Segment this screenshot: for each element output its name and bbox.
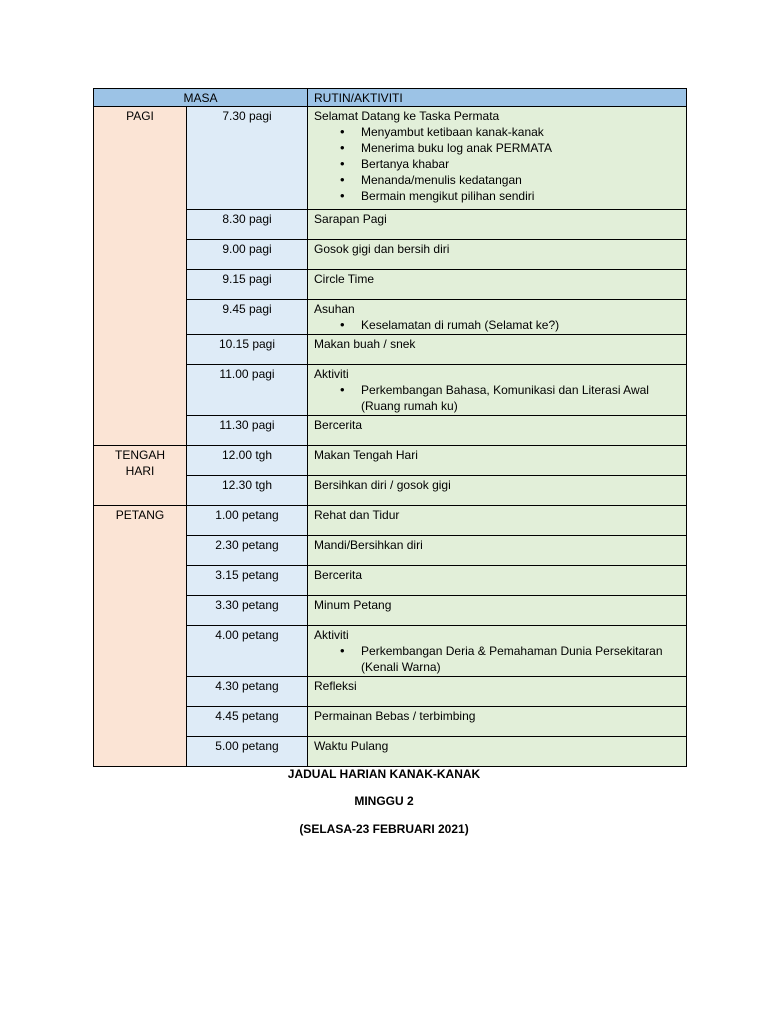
activity-cell: Waktu Pulang [308, 737, 687, 767]
activity-cell: Bersihkan diri / gosok gigi [308, 476, 687, 506]
period-label: PETANG [115, 508, 165, 522]
activity-text: Aktiviti [314, 628, 349, 642]
time-cell: 4.00 petang [187, 626, 308, 677]
header-rutin-aktiviti: RUTIN/AKTIVITI [308, 89, 687, 107]
period-pagi [94, 107, 187, 446]
list-item: • Menyambut ketibaan kanak-kanak [361, 124, 680, 140]
caption-date: (SELASA-23 FEBRUARI 2021) [299, 822, 469, 836]
activity-cell [308, 107, 687, 210]
list-item: • Menerima buku log anak PERMATA [361, 140, 680, 156]
time-cell: 2.30 petang [187, 536, 308, 566]
time-cell: 9.15 pagi [187, 270, 308, 300]
activity-cell [308, 626, 687, 677]
bullet-list [314, 124, 680, 204]
caption-title: JADUAL HARIAN KANAK-KANAK [287, 767, 481, 781]
activity-text: Aktiviti [314, 367, 349, 381]
period-petang [94, 506, 187, 767]
table-row [94, 107, 687, 210]
time-cell: 12.30 tgh [187, 476, 308, 506]
time-cell: 5.00 petang [187, 737, 308, 767]
activity-cell: Minum Petang [308, 596, 687, 626]
table-row [94, 506, 687, 536]
activity-cell: Makan Tengah Hari [308, 446, 687, 476]
time-cell: 3.30 petang [187, 596, 308, 626]
time-cell: 11.00 pagi [187, 365, 308, 416]
time-cell: 1.00 petang [187, 506, 308, 536]
time-cell: 10.15 pagi [187, 335, 308, 365]
time-cell: 4.45 petang [187, 707, 308, 737]
activity-cell [308, 300, 687, 335]
schedule-table [93, 88, 687, 767]
time-cell: 8.30 pagi [187, 210, 308, 240]
activity-text: Asuhan [314, 302, 355, 316]
time-cell: 7.30 pagi [187, 107, 308, 210]
time-cell: 3.15 petang [187, 566, 308, 596]
list-item: • Perkembangan Deria & Pemahaman Dunia Persekitaran (Kenali Warna) [361, 643, 680, 675]
caption-week: MINGGU 2 [354, 794, 414, 808]
header-row [94, 89, 687, 107]
activity-cell: Sarapan Pagi [308, 210, 687, 240]
time-cell: 4.30 petang [187, 677, 308, 707]
activity-cell: Circle Time [308, 270, 687, 300]
period-label-line2: HARI [125, 464, 155, 478]
activity-cell: Refleksi [308, 677, 687, 707]
activity-cell: Gosok gigi dan bersih diri [308, 240, 687, 270]
period-label: PAGI [126, 109, 154, 123]
time-cell: 12.00 tgh [187, 446, 308, 476]
activity-cell: Permainan Bebas / terbimbing [308, 707, 687, 737]
activity-cell: Mandi/Bersihkan diri [308, 536, 687, 566]
activity-cell: Rehat dan Tidur [308, 506, 687, 536]
header-masa: MASA [94, 89, 308, 107]
activity-cell: Bercerita [308, 416, 687, 446]
period-tengah-hari [94, 446, 187, 506]
list-item: • Menanda/menulis kedatangan [361, 172, 680, 188]
activity-cell [308, 365, 687, 416]
period-label-line1: TENGAH [114, 448, 165, 462]
time-cell: 9.45 pagi [187, 300, 308, 335]
table-row [94, 446, 687, 476]
bullet-list [314, 382, 680, 414]
activity-text: Selamat Datang ke Taska Permata [314, 109, 500, 123]
time-cell: 9.00 pagi [187, 240, 308, 270]
activity-cell: Makan buah / snek [308, 335, 687, 365]
list-item: • Bertanya khabar [361, 156, 680, 172]
list-item: • Keselamatan di rumah (Selamat ke?) [361, 317, 680, 333]
bullet-list [314, 643, 680, 675]
list-item: • Perkembangan Bahasa, Komunikasi dan Literasi Awal (Ruang rumah ku) [361, 382, 680, 414]
time-cell: 11.30 pagi [187, 416, 308, 446]
activity-cell: Bercerita [308, 566, 687, 596]
list-item: • Bermain mengikut pilihan sendiri [361, 188, 680, 204]
bullet-list [314, 317, 680, 333]
